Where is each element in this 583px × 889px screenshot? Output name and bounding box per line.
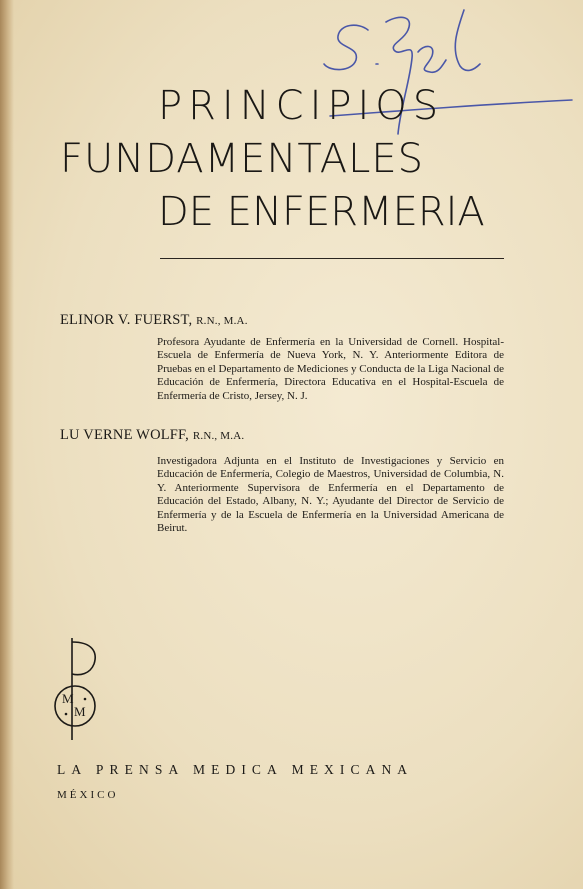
svg-text:M: M [62, 691, 74, 706]
publisher-logo-icon [52, 636, 104, 742]
author-2-description: Investigadora Adjunta en el Instituto de Investigaciones y Servicio en Educación de Enfermería, Colegio de Maestros, Universidad de Columbia, N. Y. Anteriormente Supervisora de Enfermería en el Departamento de Educación del Estado, Albany, N. Y.; Ayudante del Director de Servicio de Enfermería y de la Escuela de Enfermería en la Universidad Americana de Beirut. [157, 455, 504, 535]
author-1-name-line [60, 312, 520, 329]
title-divider [160, 258, 504, 259]
book-gutter-shadow [0, 0, 14, 889]
author-2-credentials: R.N., M.A. [192, 430, 245, 442]
title-line-1: PRINCIPIOS [158, 83, 445, 129]
author-1-name: ELINOR V. FUERST, [60, 312, 193, 328]
title-line-2: FUNDAMENTALES [60, 136, 425, 182]
author-2-name-line [60, 427, 520, 444]
publisher-name: LA PRENSA MEDICA MEXICANA [57, 762, 414, 777]
author-1-credentials: R.N., M.A. [196, 315, 248, 327]
book-title [60, 80, 530, 239]
svg-text:M: M [74, 704, 86, 719]
author-1-description: Profesora Ayudante de Enfermería en la Universidad de Cornell. Hospital-Escuela de Enfermería de Nueva York, N. Y. Anteriormente Editora de Pruebas en el Departamento de Mediciones y Conducta de la Liga Nacional de Educación de Enfermería, Directora Educativa en el Hospital-Escuela de Enfermería de Cristo, Jersey, N. J. [157, 336, 504, 402]
author-2-name: LU VERNE WOLFF, [60, 427, 189, 443]
publisher-city: MÉXICO [57, 789, 119, 801]
title-line-3: DE ENFERMERIA [158, 189, 485, 235]
